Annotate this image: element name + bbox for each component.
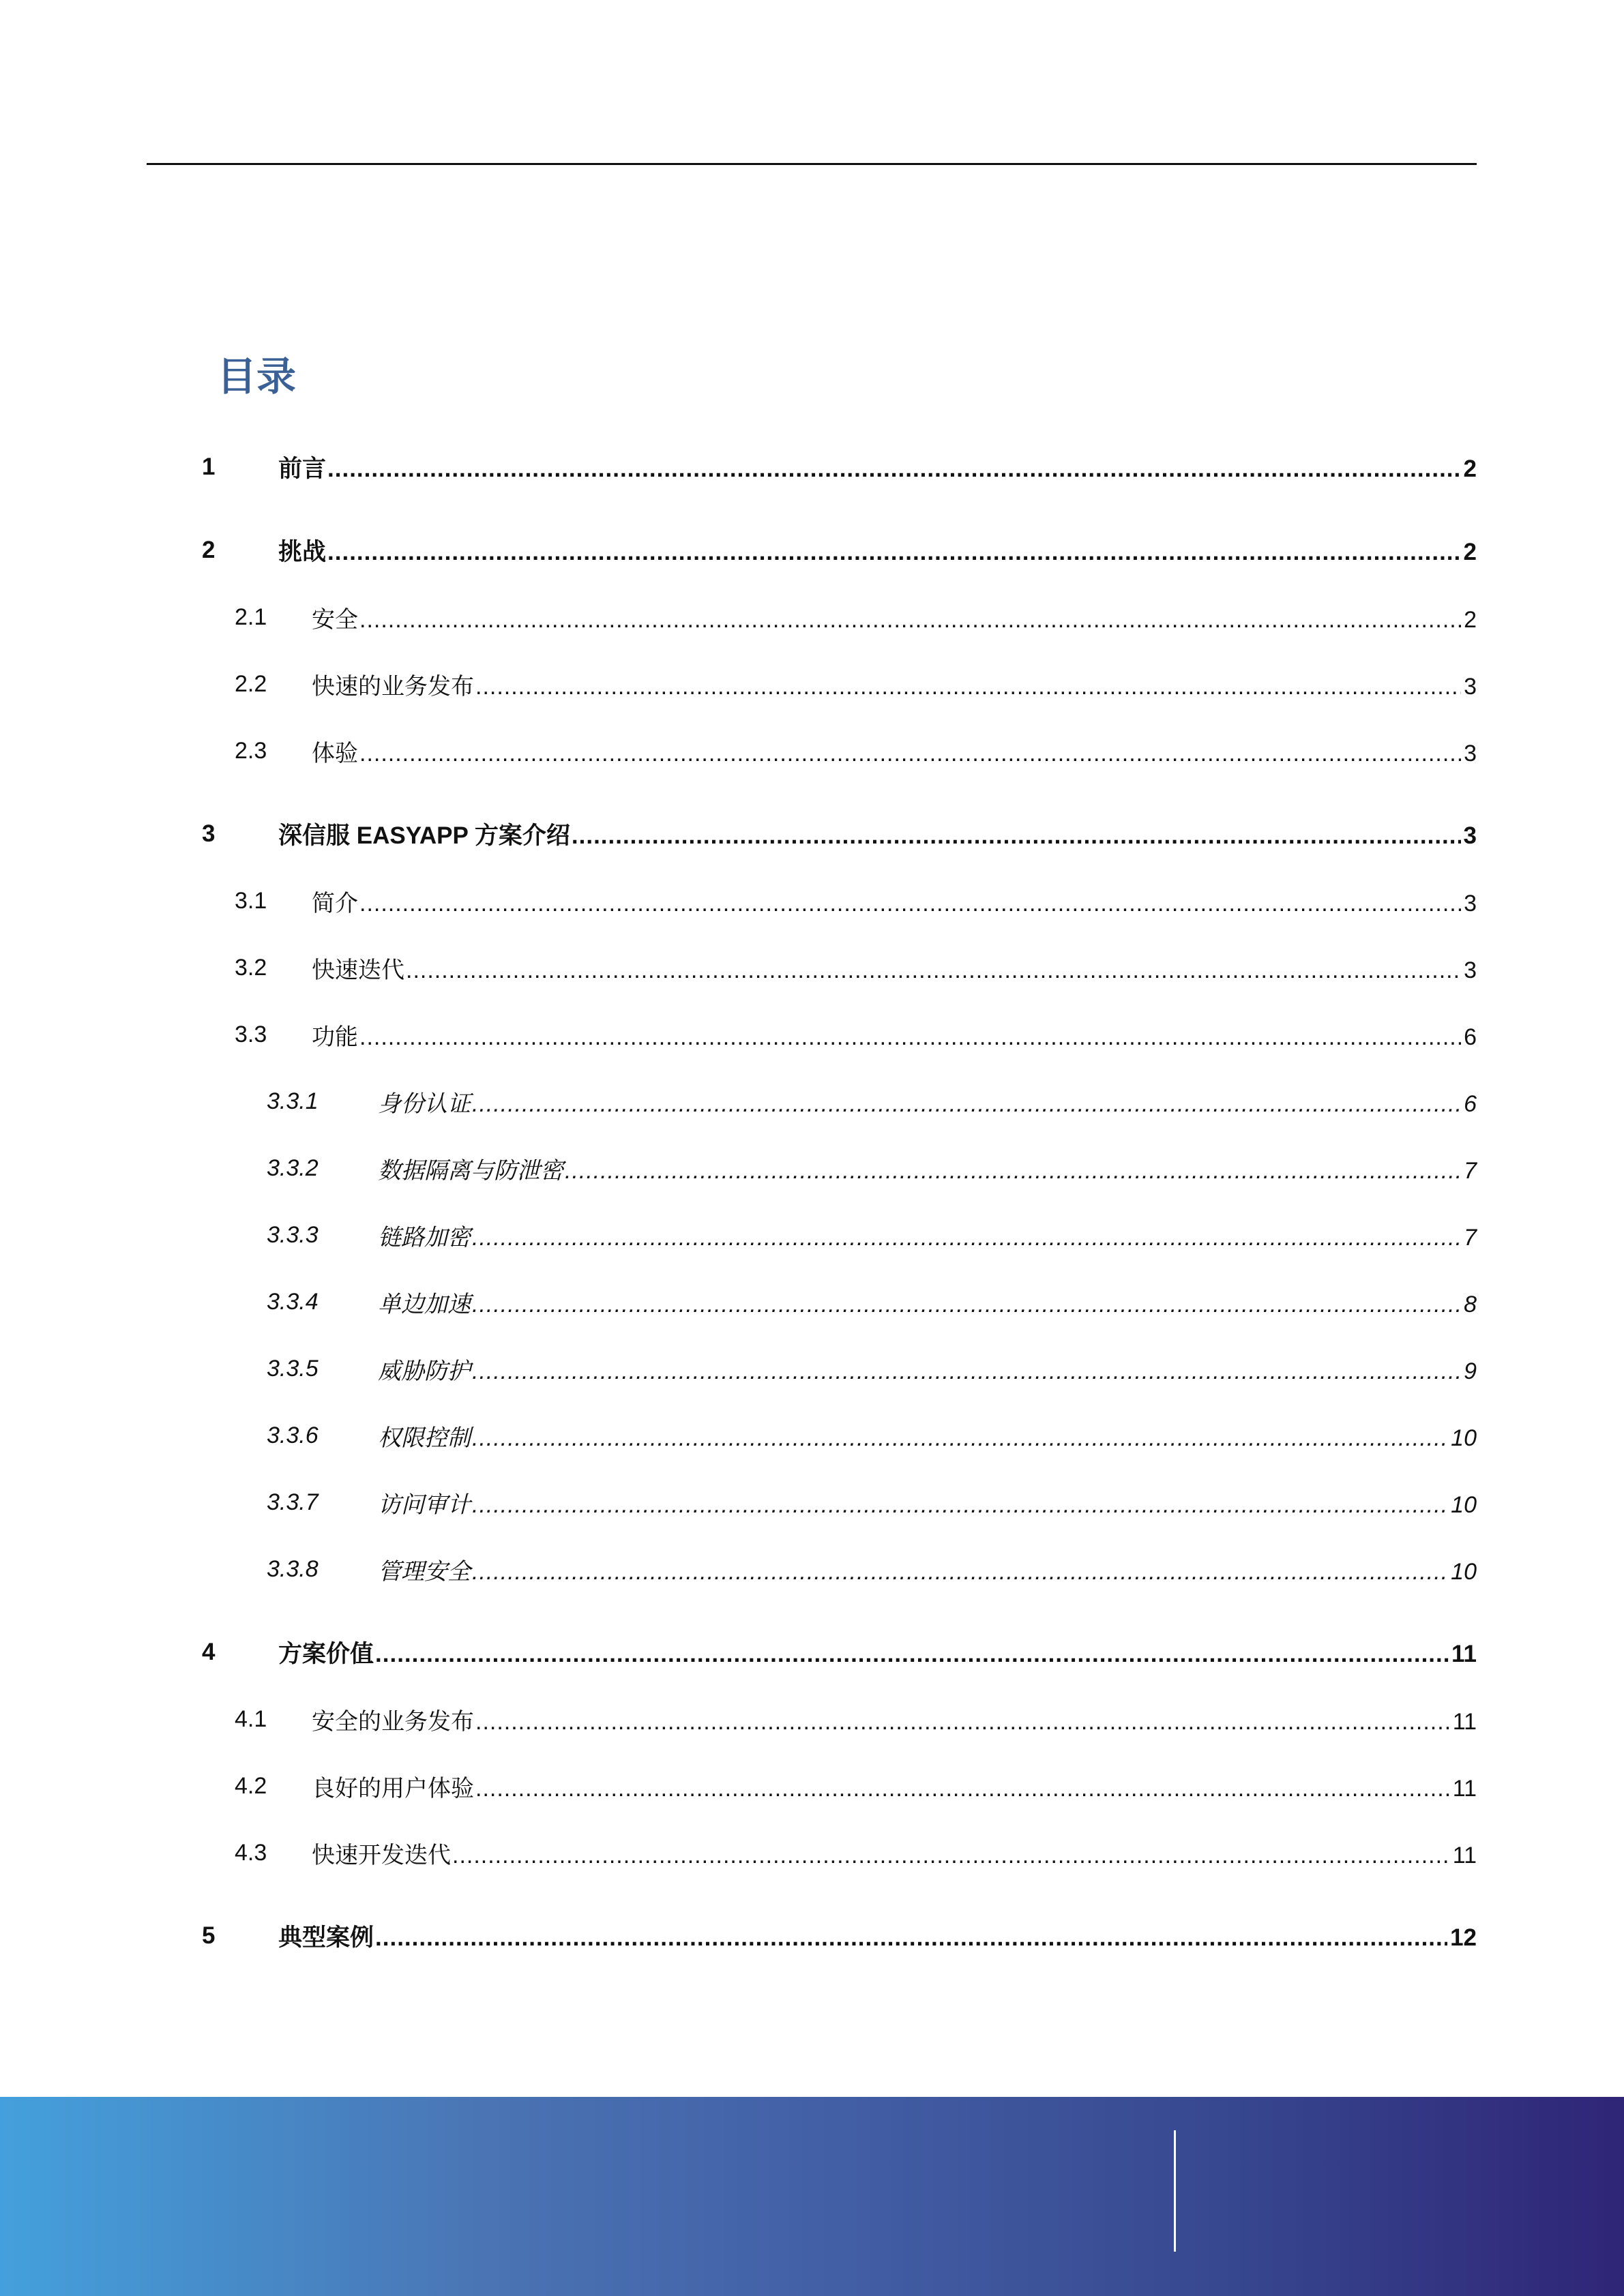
toc-entry-label[interactable]: 快速的业务发布 xyxy=(312,673,474,700)
toc-leader-dots xyxy=(475,1709,1450,1735)
toc-entry-number: 3.3.1 xyxy=(267,1088,319,1114)
toc-entry-page: 7 xyxy=(1464,1157,1477,1184)
toc-entry-page: 2 xyxy=(1463,456,1477,482)
toc-entry-page: 8 xyxy=(1464,1291,1477,1317)
toc-entry-number: 3.3.6 xyxy=(267,1422,319,1448)
toc-entry-number: 4.2 xyxy=(235,1772,267,1799)
toc-entry-label[interactable]: 典型案例 xyxy=(278,1924,374,1951)
toc-leader-dots xyxy=(452,1843,1450,1869)
toc-entry-label[interactable]: 深信服 EASYAPP 方案介绍 xyxy=(278,822,570,849)
toc-entry-page: 6 xyxy=(1464,1024,1477,1050)
toc-entry-page: 11 xyxy=(1452,1842,1477,1868)
toc-entry-label[interactable]: 单边加速 xyxy=(378,1291,471,1317)
toc-entry-page: 11 xyxy=(1452,1708,1477,1735)
toc-entry[interactable] xyxy=(0,1686,1624,1753)
toc-entry-label[interactable]: 身份认证 xyxy=(378,1090,471,1117)
toc-entry-page: 2 xyxy=(1464,606,1477,633)
toc-entry-label[interactable]: 体验 xyxy=(312,740,358,766)
toc-entry[interactable] xyxy=(0,1536,1624,1602)
toc-entry-number: 1 xyxy=(202,453,216,480)
toc-entry-number: 3.3.2 xyxy=(267,1154,319,1181)
toc-entry-label[interactable]: 链路加密 xyxy=(378,1224,471,1251)
toc-leader-dots xyxy=(359,607,1461,633)
toc-entry-number: 3.3.7 xyxy=(267,1489,319,1515)
toc-entry[interactable] xyxy=(0,1753,1624,1819)
toc-entry[interactable] xyxy=(0,1469,1624,1536)
toc-entry-label[interactable]: 方案价值 xyxy=(278,1641,374,1667)
toc-leader-dots xyxy=(359,741,1461,767)
toc-entry-label[interactable]: 安全 xyxy=(312,606,358,633)
toc-entry-number: 2.2 xyxy=(235,670,267,697)
toc-entry[interactable] xyxy=(0,1335,1624,1402)
toc-leader-dots xyxy=(472,1225,1461,1251)
toc-entry[interactable] xyxy=(0,651,1624,717)
toc-leader-dots xyxy=(327,456,1461,483)
toc-entry[interactable] xyxy=(0,517,1624,584)
toc-entry-number: 3.2 xyxy=(235,954,267,981)
toc-entry-label[interactable]: 挑战 xyxy=(278,539,327,565)
toc-leader-dots xyxy=(375,1641,1449,1668)
toc-entry-label[interactable]: 数据隔离与防泄密 xyxy=(378,1157,563,1184)
toc-entry-number: 3.1 xyxy=(235,887,267,914)
toc-entry-label[interactable]: 访问审计 xyxy=(378,1491,471,1518)
toc-entry[interactable] xyxy=(0,717,1624,784)
toc-leader-dots xyxy=(475,1776,1450,1802)
toc-entry-page: 3 xyxy=(1464,890,1477,916)
toc-leader-dots xyxy=(472,1358,1461,1385)
toc-entry[interactable] xyxy=(0,1135,1624,1202)
toc-entry-page: 11 xyxy=(1451,1641,1477,1667)
toc-entry-page: 3 xyxy=(1463,822,1477,849)
toc-entry-number: 3 xyxy=(202,820,216,847)
toc-entry[interactable] xyxy=(0,1068,1624,1135)
toc-entry-page: 2 xyxy=(1463,539,1477,565)
toc-entry-page: 10 xyxy=(1451,1491,1477,1518)
toc-entry-page: 10 xyxy=(1451,1558,1477,1585)
toc-entry-page: 11 xyxy=(1452,1775,1477,1802)
toc-entry-number: 2.1 xyxy=(235,603,267,630)
toc-entry-number: 5 xyxy=(202,1922,216,1949)
toc-entry-number: 3.3.8 xyxy=(267,1555,319,1582)
toc-entry-number: 3.3.3 xyxy=(267,1221,319,1248)
toc-leader-dots xyxy=(472,1492,1448,1519)
toc-entry-label[interactable]: 良好的用户体验 xyxy=(312,1775,474,1802)
toc-leader-dots xyxy=(475,674,1461,700)
toc-entry-label[interactable]: 前言 xyxy=(278,456,327,482)
toc-entry-label[interactable]: 安全的业务发布 xyxy=(312,1708,474,1735)
toc-entry-label[interactable]: 快速开发迭代 xyxy=(312,1842,451,1868)
toc-entry-page: 3 xyxy=(1464,740,1477,766)
footer-band xyxy=(0,2097,1624,2296)
toc-entry[interactable] xyxy=(0,1001,1624,1068)
toc-leader-dots xyxy=(359,1024,1461,1051)
toc-entry-page: 12 xyxy=(1450,1924,1477,1951)
toc-entry[interactable] xyxy=(0,1268,1624,1335)
footer-divider xyxy=(1174,2130,1176,2252)
toc-entry-page: 10 xyxy=(1451,1425,1477,1451)
toc-leader-dots xyxy=(565,1158,1461,1184)
toc-entry-number: 4.1 xyxy=(235,1705,267,1732)
toc-entry-number: 2 xyxy=(202,537,216,563)
toc-entry-number: 2.3 xyxy=(235,737,267,764)
toc-entry-label[interactable]: 管理安全 xyxy=(378,1558,471,1585)
toc-leader-dots xyxy=(359,891,1461,917)
toc-entry-page: 3 xyxy=(1464,957,1477,983)
toc-entry-number: 3.3.4 xyxy=(267,1288,319,1315)
toc-entry-number: 4.3 xyxy=(235,1839,267,1866)
header-rule xyxy=(147,163,1477,165)
toc-entry-page: 6 xyxy=(1464,1090,1477,1117)
toc-entry[interactable] xyxy=(0,934,1624,1001)
toc-entry-label[interactable]: 权限控制 xyxy=(378,1425,471,1451)
toc-entry-number: 3.3.5 xyxy=(267,1355,319,1382)
toc-leader-dots xyxy=(406,957,1461,984)
toc-entry-number: 3.3 xyxy=(235,1021,267,1047)
toc-entry[interactable] xyxy=(0,1202,1624,1268)
toc-entry-page: 3 xyxy=(1464,673,1477,700)
toc-entry[interactable] xyxy=(0,867,1624,934)
toc-leader-dots xyxy=(327,539,1461,566)
toc-entry[interactable] xyxy=(0,1819,1624,1886)
toc-entry-label[interactable]: 简介 xyxy=(312,890,358,916)
toc-entry-label[interactable]: 快速迭代 xyxy=(312,957,404,983)
toc-entry-number: 4 xyxy=(202,1639,216,1665)
toc-entry-label[interactable]: 威胁防护 xyxy=(378,1358,471,1384)
toc-leader-dots xyxy=(472,1559,1448,1585)
toc-entry-page: 7 xyxy=(1464,1224,1477,1251)
toc-leader-dots xyxy=(472,1292,1461,1318)
toc-leader-dots xyxy=(472,1091,1461,1118)
toc-leader-dots xyxy=(375,1924,1447,1952)
toc-entry-label[interactable]: 功能 xyxy=(312,1024,358,1050)
toc-entry[interactable] xyxy=(0,801,1624,867)
toc-leader-dots xyxy=(572,822,1461,850)
toc-entry-page: 9 xyxy=(1464,1358,1477,1384)
toc-entry[interactable] xyxy=(0,1903,1624,1969)
toc-entry[interactable] xyxy=(0,434,1624,501)
table-of-contents xyxy=(0,434,1624,1969)
toc-entry[interactable] xyxy=(0,1619,1624,1686)
toc-entry[interactable] xyxy=(0,584,1624,651)
toc-leader-dots xyxy=(472,1425,1448,1452)
page-title: 目录 xyxy=(217,355,297,399)
toc-entry[interactable] xyxy=(0,1402,1624,1469)
